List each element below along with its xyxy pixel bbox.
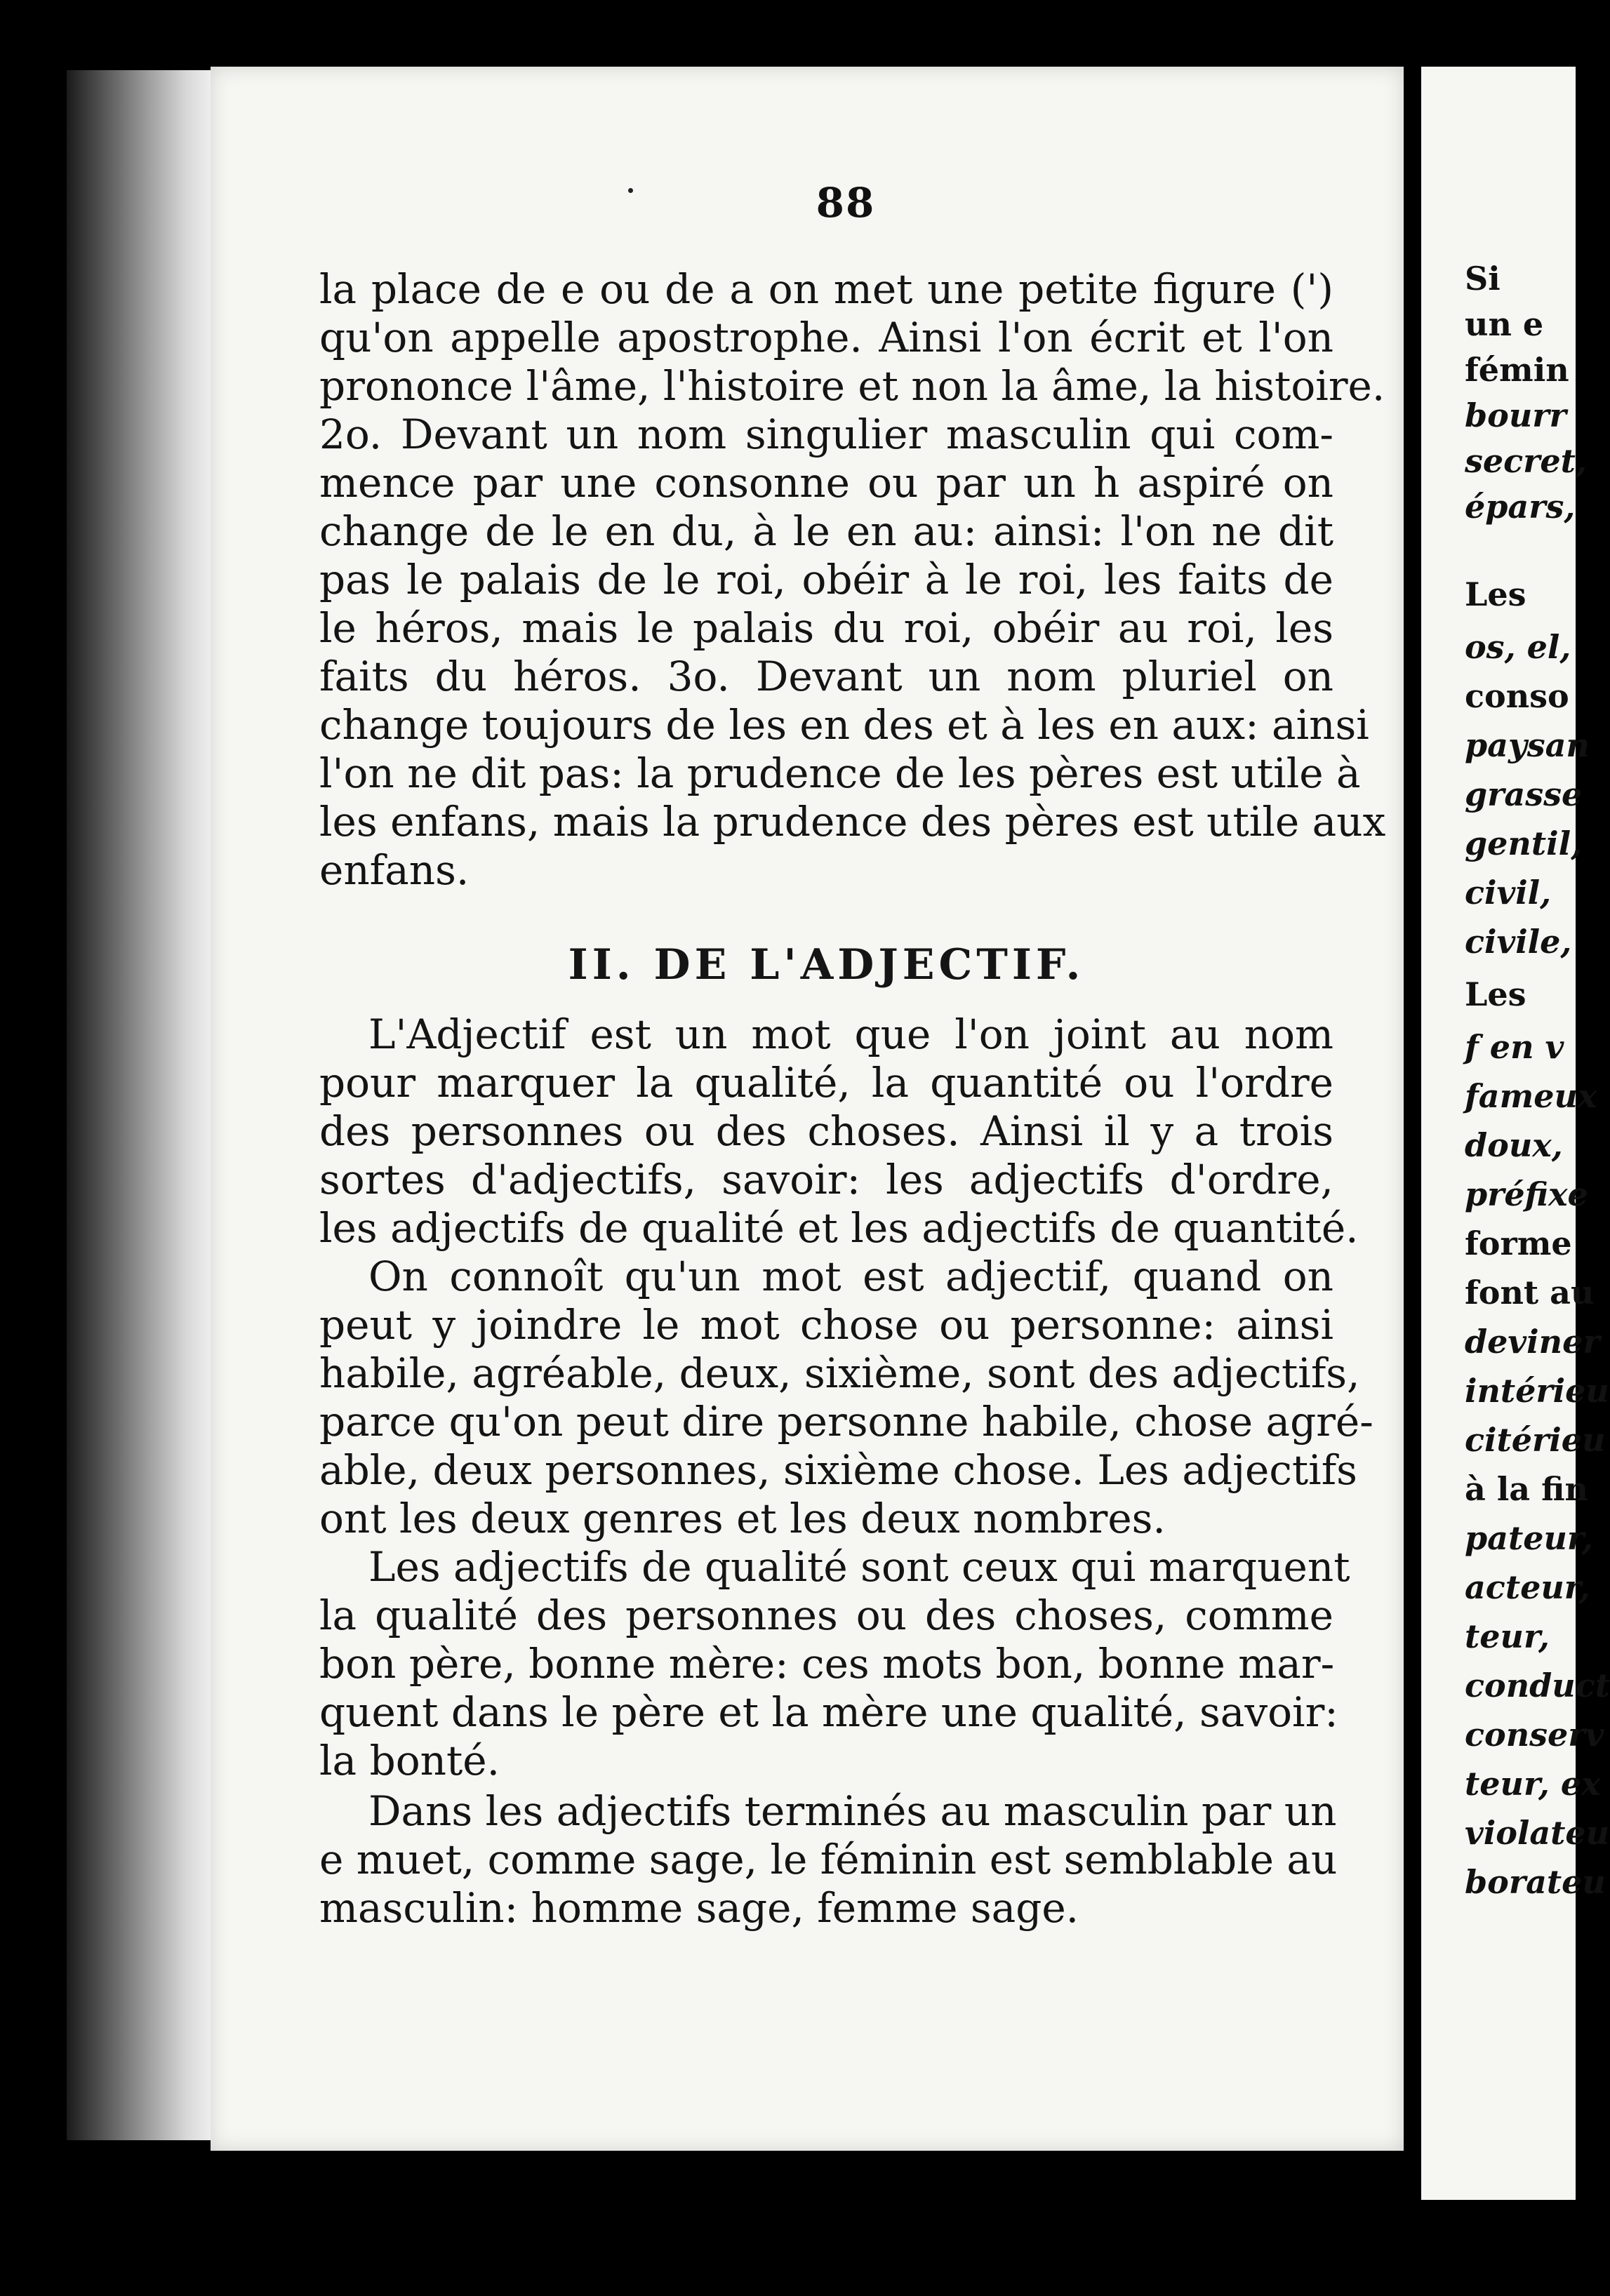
text-line: pas le palais de le roi, obéir à le roi, les faits de <box>319 556 1333 603</box>
fragment: teur, <box>1465 1617 1550 1655</box>
fragment: bourr <box>1465 396 1566 434</box>
text-line: la bonté. <box>319 1737 500 1784</box>
text-line: peut y joindre le mot chose ou personne: ainsi <box>319 1301 1333 1349</box>
fragment: intérieu <box>1465 1372 1609 1410</box>
text-line: bon père, bonne mère: ces mots bon, bonne mar- <box>319 1640 1335 1688</box>
fragment: doux, <box>1465 1126 1563 1164</box>
fragment: deviner <box>1465 1323 1600 1361</box>
fragment: à la fin <box>1465 1470 1589 1508</box>
text-line: quent dans le père et la mère une qualité, savoir: <box>319 1688 1338 1736</box>
fragment: paysan <box>1465 726 1590 764</box>
ink-speck <box>628 188 633 193</box>
text-line: pour marquer la qualité, la quantité ou l'ordre <box>319 1059 1333 1107</box>
fragment: conduct <box>1465 1667 1610 1704</box>
text-line: enfans. <box>319 846 470 894</box>
binding-gutter <box>67 70 218 2140</box>
fragment: un e <box>1465 305 1544 343</box>
fragment: font au <box>1465 1274 1595 1311</box>
fragment: secret, <box>1465 442 1587 480</box>
fragment: civil, <box>1465 874 1552 912</box>
text-line: able, deux personnes, sixième chose. Les adjectifs <box>319 1446 1357 1494</box>
fragment: teur, ex <box>1465 1765 1601 1803</box>
fragment: os, el, <box>1465 628 1571 666</box>
fragment: fameux <box>1465 1077 1597 1115</box>
facing-page-edge <box>1421 67 1610 2200</box>
text-line: Dans les adjectifs terminés au masculin par un <box>368 1787 1337 1835</box>
fragment: préfixe <box>1465 1175 1588 1213</box>
fragment: gentil, <box>1465 825 1583 862</box>
fragment: civile, <box>1465 923 1572 961</box>
text-line: mence par une consonne ou par un h aspiré on <box>319 459 1333 507</box>
fragment: pateur, <box>1465 1519 1593 1557</box>
text-line: change toujours de les en des et à les en aux: ainsi <box>319 701 1369 749</box>
fragment: Les <box>1465 975 1526 1013</box>
text-line: parce qu'on peut dire personne habile, chose agré- <box>319 1398 1373 1446</box>
text-line: la qualité des personnes ou des choses, comme <box>319 1591 1333 1639</box>
fragment: conso <box>1465 677 1569 715</box>
fragment: acteur, <box>1465 1568 1590 1606</box>
paragraph-continuation <box>319 265 1386 895</box>
text-line: change de le en du, à le en au: ainsi: l'on ne dit <box>319 507 1333 555</box>
paragraph-adjectif-test <box>319 1253 1373 1543</box>
text-line: la place de e ou de a on met une petite figure (') <box>319 265 1333 313</box>
text-line: des personnes ou des choses. Ainsi il y a trois <box>319 1107 1333 1155</box>
fragment: Les <box>1465 575 1526 613</box>
fragment: borateu <box>1465 1863 1606 1901</box>
text-line: 2o. Devant un nom singulier masculin qui com- <box>319 411 1333 458</box>
text-line: ont les deux genres et les deux nombres. <box>319 1495 1166 1542</box>
fragment: forme <box>1465 1224 1572 1262</box>
fragment: f en v <box>1465 1028 1564 1066</box>
fragment: violateu <box>1465 1814 1610 1852</box>
text-line: sortes d'adjectifs, savoir: les adjectifs d'ordre, <box>319 1156 1333 1203</box>
text-line: On connoît qu'un mot est adjectif, quand on <box>368 1253 1333 1300</box>
text-line: e muet, comme sage, le féminin est semblable au <box>319 1836 1338 1883</box>
text-line: prononce l'âme, l'histoire et non la âme, la histoire. <box>319 362 1385 410</box>
paragraph-e-muet <box>319 1787 1338 1933</box>
paragraph-adjectifs-qualite <box>319 1543 1350 1785</box>
page-number: 88 <box>816 179 876 227</box>
text-line: faits du héros. 3o. Devant un nom pluriel on <box>319 653 1333 700</box>
text-line: le héros, mais le palais du roi, obéir au roi, les <box>319 604 1333 652</box>
paragraph-adjectif-definition <box>319 1010 1359 1253</box>
fragment: citérieu <box>1465 1421 1606 1459</box>
text-line: les enfans, mais la prudence des pères est utile aux <box>319 798 1386 846</box>
text-line: Les adjectifs de qualité sont ceux qui marquent <box>368 1543 1350 1591</box>
text-line: L'Adjectif est un mot que l'on joint au nom <box>368 1010 1333 1058</box>
section-heading: II. DE L'ADJECTIF. <box>568 940 1085 989</box>
fragment: grasse <box>1465 775 1583 813</box>
fragment: fémin <box>1465 351 1569 389</box>
fragment: épars, <box>1465 488 1576 526</box>
fragment: Si <box>1465 260 1501 298</box>
text-line: masculin: homme sage, femme sage. <box>319 1884 1079 1932</box>
text-line: habile, agréable, deux, sixième, sont des adjectifs, <box>319 1349 1360 1397</box>
text-line: l'on ne dit pas: la prudence de les pères est utile à <box>319 749 1361 797</box>
text-line: qu'on appelle apostrophe. Ainsi l'on écrit et l'on <box>319 314 1333 361</box>
text-line: les adjectifs de qualité et les adjectifs de quantité. <box>319 1204 1359 1252</box>
fragment: conserv <box>1465 1716 1604 1754</box>
